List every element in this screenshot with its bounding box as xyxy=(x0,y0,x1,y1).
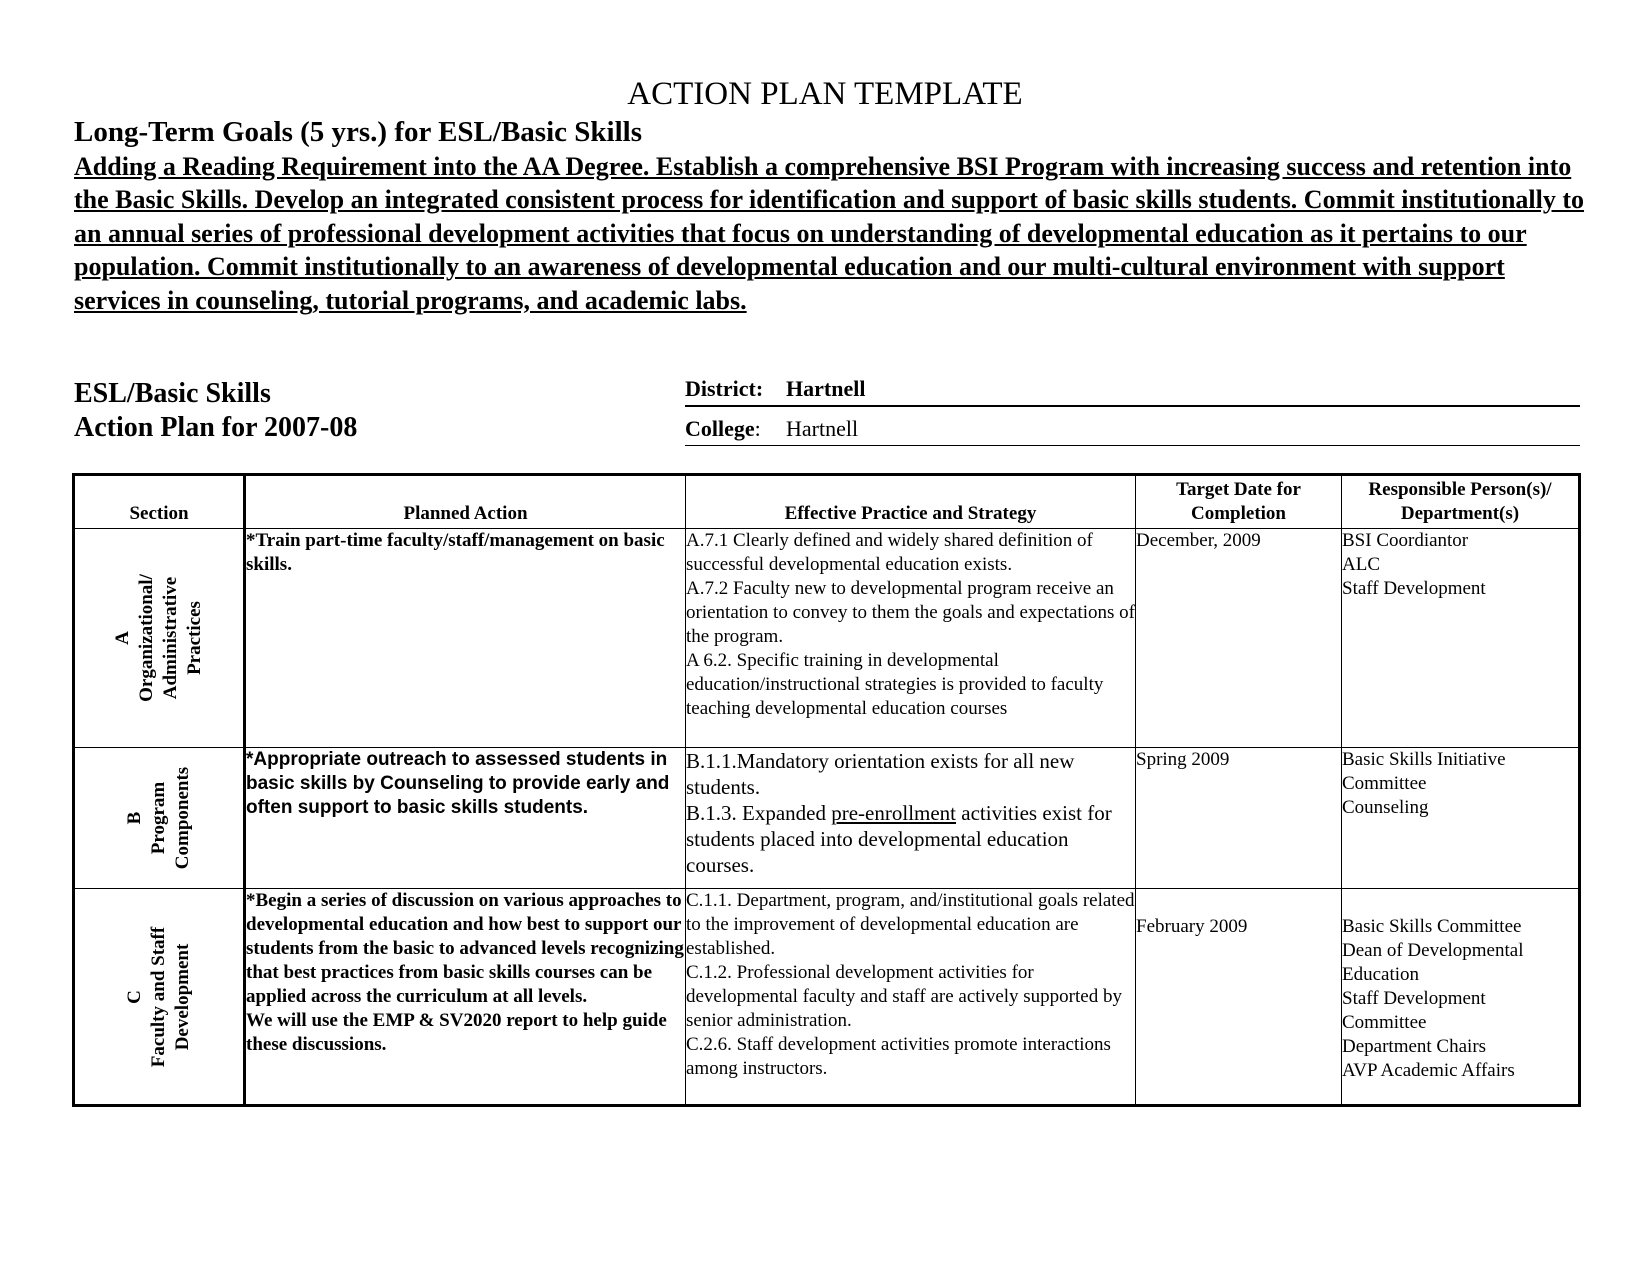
section-cell-c xyxy=(74,889,245,1106)
college-value: Hartnell xyxy=(786,416,859,441)
strategy-b: B.1.1.Mandatory orientation exists for all new students. B.1.3. Expanded pre-enrollment activities exist for students placed into developmental education courses. xyxy=(686,748,1136,889)
table-row xyxy=(74,889,1580,1106)
responsible-c: Basic Skills Committee Dean of Developmental Education Staff Development Committee Department Chairs AVP Academic Affairs xyxy=(1342,889,1580,1106)
plan-heading-line1: ESL/Basic Skills xyxy=(74,378,271,409)
table-row xyxy=(74,748,1580,889)
plan-heading-line2: Action Plan for 2007-08 xyxy=(74,412,358,443)
strategy-c: C.1.1. Department, program, and/institutional goals related to the improvement of developmental education are established. C.1.2. Professional development activities for developmental faculty and staff are actively supported by senior administration. C.2.6. Staff development activities promote interactions among instructors. xyxy=(686,889,1136,1106)
header-responsible: Responsible Person(s)/ Department(s) xyxy=(1342,475,1580,529)
district-label: District: xyxy=(685,376,764,401)
header-planned-action: Planned Action xyxy=(245,475,686,529)
goals-paragraph: Adding a Reading Requirement into the AA Degree. Establish a comprehensive BSI Program with increasing success and retention into the Basic Skills. Develop an integrated consistent process for identification and support of basic skills students. Commit institutionally to an annual series of professional development activities that focus on understanding of developmental education as it pertains to our population. Commit institutionally to an awareness of developmental education and our multi-cultural environment with support services in counseling, tutorial programs, and academic labs. xyxy=(74,152,1585,315)
target-date-c: February 2009 xyxy=(1136,889,1342,1106)
planned-action-b: *Appropriate outreach to assessed students in basic skills by Counseling to provide early and often support to basic skills students. xyxy=(245,748,686,889)
table-row xyxy=(74,529,1580,748)
district-value: Hartnell xyxy=(786,376,866,401)
header-target-date: Target Date for Completion xyxy=(1136,475,1342,529)
header-strategy: Effective Practice and Strategy xyxy=(686,475,1136,529)
section-cell-a xyxy=(74,529,245,748)
table-header-row xyxy=(74,475,1580,529)
long-term-goals-heading: Long-Term Goals (5 yrs.) for ESL/Basic Skills xyxy=(74,116,642,148)
college-field xyxy=(685,416,1580,446)
planned-action-c: *Begin a series of discussion on various approaches to developmental education and how best to support our students from the basic to advanced levels recognizing that best practices from basic skills courses can be applied across the curriculum at all levels. We will use the EMP & SV2020 report to help guide these discussions. xyxy=(245,889,686,1106)
target-date-b: Spring 2009 xyxy=(1136,748,1342,889)
strategy-a: A.7.1 Clearly defined and widely shared definition of successful developmental education exists. A.7.2 Faculty new to developmental program receive an orientation to convey to them the goals and expectations of the program. A 6.2. Specific training in developmental education/instructional strategies is provided to faculty teaching developmental education courses xyxy=(686,529,1136,748)
college-label: College xyxy=(685,416,755,441)
action-plan-table xyxy=(72,473,1581,1107)
college-colon: : xyxy=(754,416,761,441)
document-title: ACTION PLAN TEMPLATE xyxy=(627,76,1023,112)
section-label-b: B Program Components xyxy=(124,766,193,870)
district-field xyxy=(685,376,1580,407)
responsible-a: BSI Coordiantor ALC Staff Development xyxy=(1342,529,1580,748)
target-date-a: December, 2009 xyxy=(1136,529,1342,748)
header-section: Section xyxy=(74,475,245,529)
planned-action-a: *Train part-time faculty/staff/management on basic skills. xyxy=(245,529,686,748)
section-cell-b xyxy=(74,748,245,889)
section-label-c: C Faculty and Staff Development xyxy=(124,926,193,1067)
section-label-a: A Organizational/ Administrative Practices xyxy=(112,574,205,702)
responsible-b: Basic Skills Initiative Committee Counseling xyxy=(1342,748,1580,889)
